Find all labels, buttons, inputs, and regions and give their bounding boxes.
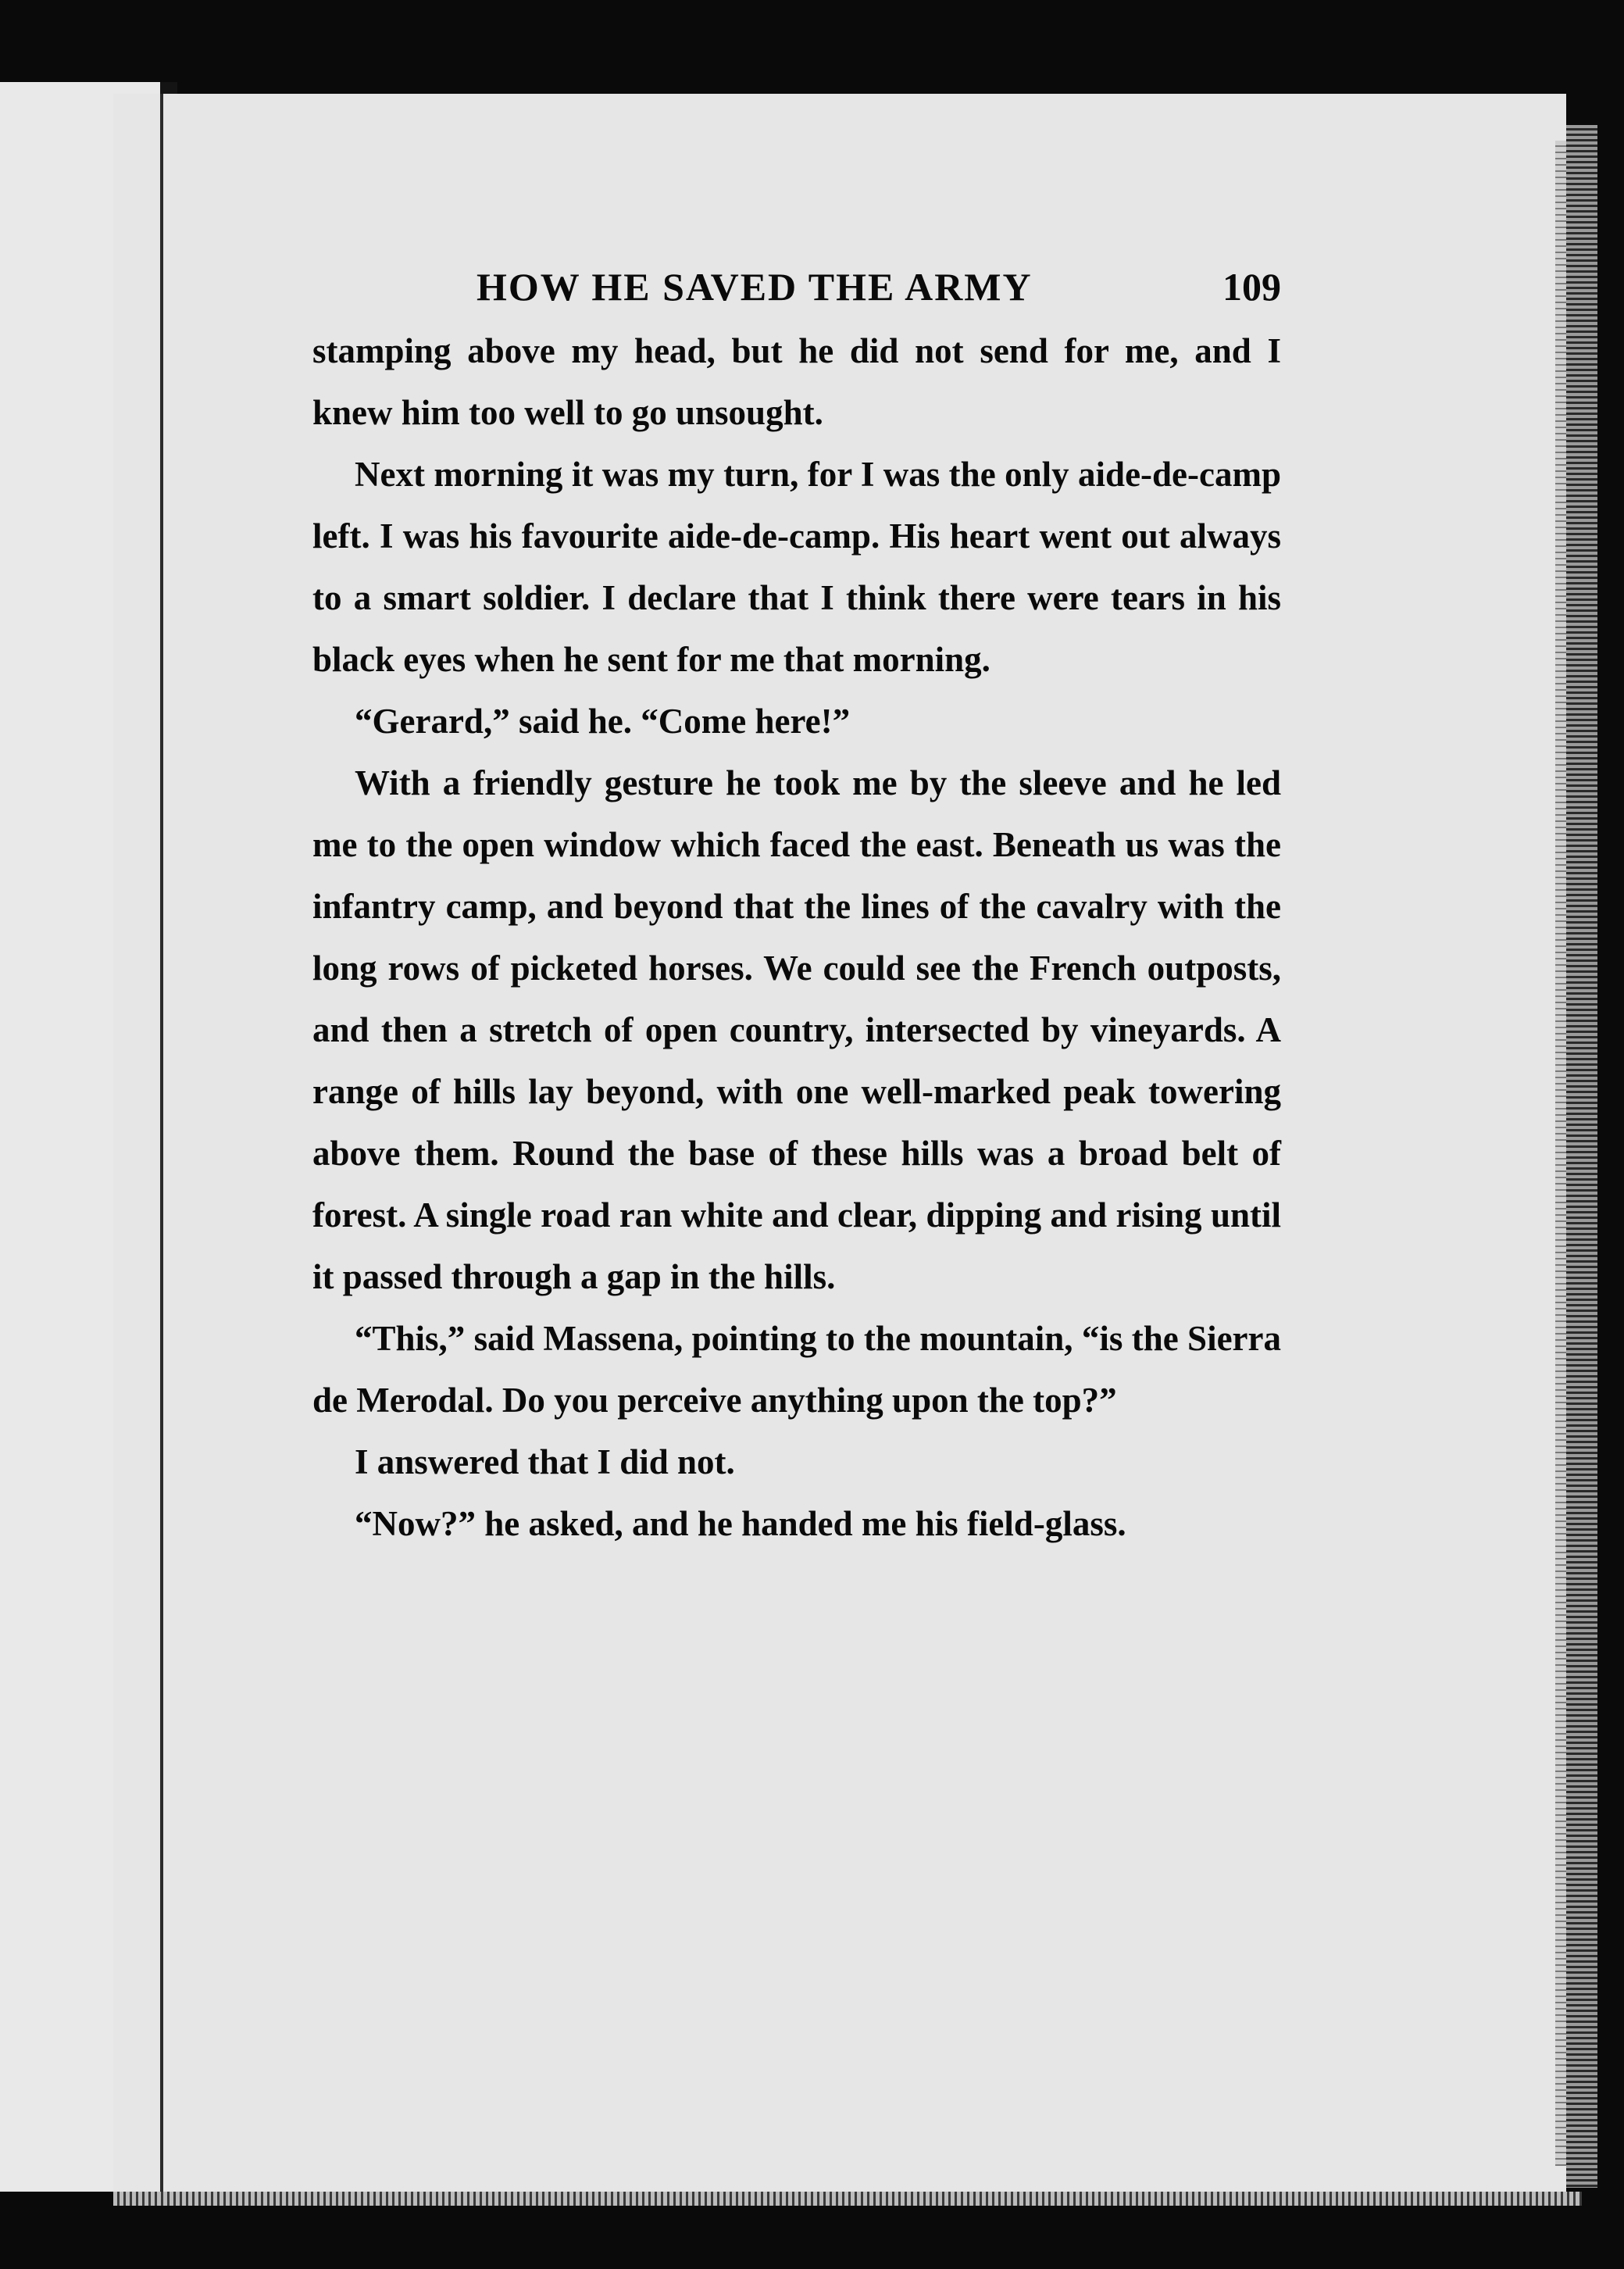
page-fore-edge (1566, 125, 1597, 2188)
paragraph-dialogue: “This,” said Massena, pointing to the mountain, “is the Sierra de Merodal. Do you perceive anything upon the top?” (312, 1319, 1281, 1420)
page-bottom-edge (113, 2192, 1582, 2206)
paragraph: I answered that I did not. (355, 1442, 735, 1481)
running-header (312, 258, 1281, 320)
page-number: 109 (1222, 265, 1281, 309)
paragraph: Next morning it was my turn, for I was the only aide-de-camp left. I was his favourite aide-de-camp. His heart went out always to a smart soldier. I declare that I think there were tears in his black eyes when he sent for me that morning. (312, 455, 1281, 679)
paragraph: With a friendly gesture he took me by the sleeve and he led me to the open window which faced the east. Beneath us was the infantry camp, and beyond that the lines of the cavalry with the long rows of picketed horses. We could see the French outposts, and then a stretch of open country, intersected by vineyards. A range of hills lay beyond, with one well-marked peak towering above them. Round the base of these hills was a broad belt of forest. A single road ran white and clear, dipping and rising until it passed through a gap in the hills. (312, 763, 1281, 1296)
paragraph-dialogue: “Now?” he asked, and he handed me his field-glass. (355, 1504, 1126, 1543)
paragraph-dialogue: “Gerard,” said he. “Come here!” (355, 702, 851, 741)
running-title: HOW HE SAVED THE ARMY (476, 265, 1033, 309)
paragraph-continued: stamping above my head, but he did not send for me, and I knew him too well to go unsought. (312, 331, 1281, 432)
page-text-block (312, 258, 1281, 1555)
